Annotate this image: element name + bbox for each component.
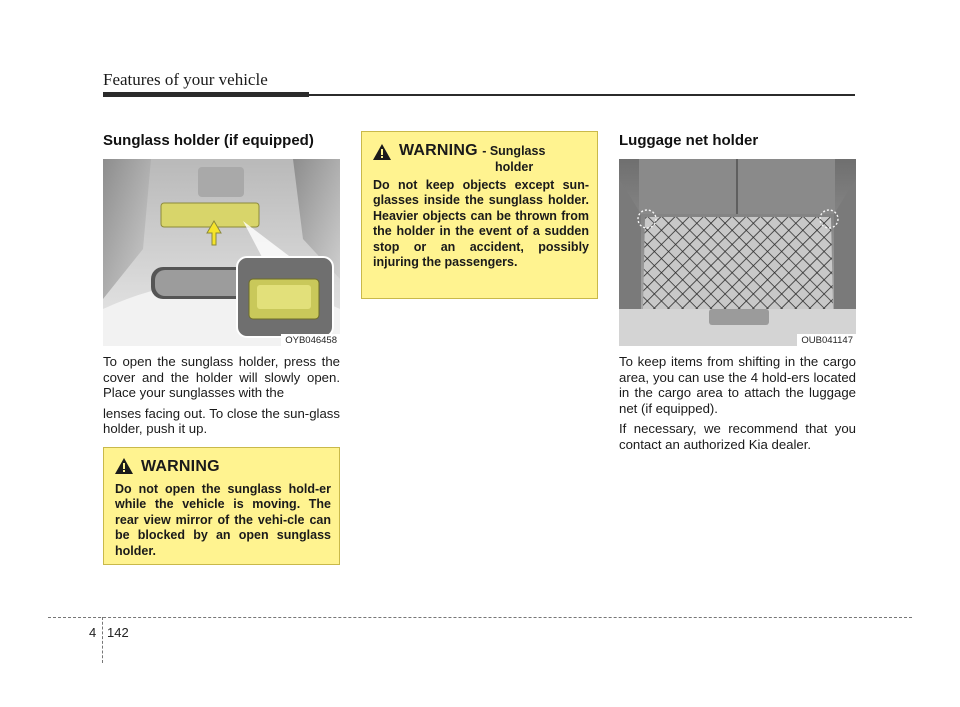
warning-title: WARNING bbox=[141, 458, 220, 475]
warning-triangle-icon bbox=[373, 144, 391, 160]
warning-text: Do not keep objects except sun-glasses inside the sunglass holder. Heavier objects can be thrown from the holder in the event of a sudden stop or an accident, possibly injuring the passengers. bbox=[373, 178, 589, 270]
warning-triangle-icon bbox=[115, 458, 133, 474]
left-body-text bbox=[103, 354, 340, 442]
header-bar-thin bbox=[309, 94, 855, 96]
paragraph: If necessary, we recommend that you contact an authorized Kia dealer. bbox=[619, 421, 856, 452]
sunglass-holder-heading: Sunglass holder (if equipped) bbox=[103, 132, 314, 149]
luggage-net-heading: Luggage net holder bbox=[619, 132, 759, 149]
chapter-number: 4 bbox=[89, 625, 97, 640]
image-code-right: OUB041147 bbox=[797, 334, 856, 346]
warning-box-middle bbox=[361, 131, 598, 299]
paragraph: To keep items from shifting in the cargo area, you can use the 4 hold-ers located in the cargo area to attach the luggage net (if equipped). bbox=[619, 354, 856, 416]
luggage-net-image bbox=[619, 159, 856, 346]
warning-subtitle-line2: holder bbox=[495, 160, 534, 174]
warning-subtitle: - Sunglass bbox=[482, 144, 546, 158]
warning-box-left bbox=[103, 447, 340, 565]
header-bar-thick bbox=[103, 92, 309, 97]
footer-rule bbox=[48, 617, 912, 618]
footer-vertical-rule bbox=[102, 617, 103, 663]
image-code-left: OYB046458 bbox=[281, 334, 340, 346]
section-title: Features of your vehicle bbox=[103, 70, 268, 89]
sunglass-holder-image bbox=[103, 159, 340, 346]
right-body-text bbox=[619, 354, 856, 458]
paragraph: lenses facing out. To close the sun-glass holder, push it up. bbox=[103, 405, 340, 437]
warning-text: Do not open the sunglass hold-er while the vehicle is moving. The rear view mirror of the vehi-cle can be blocked by an open sunglass holder. bbox=[115, 482, 331, 558]
warning-title: WARNING bbox=[399, 142, 478, 159]
car-ceiling-illustration bbox=[103, 159, 340, 346]
cargo-area-illustration bbox=[619, 159, 856, 346]
page-number: 142 bbox=[107, 625, 129, 640]
paragraph: To open the sunglass holder, press the cover and the holder will slowly open. Place your sunglasses with the bbox=[103, 354, 340, 401]
